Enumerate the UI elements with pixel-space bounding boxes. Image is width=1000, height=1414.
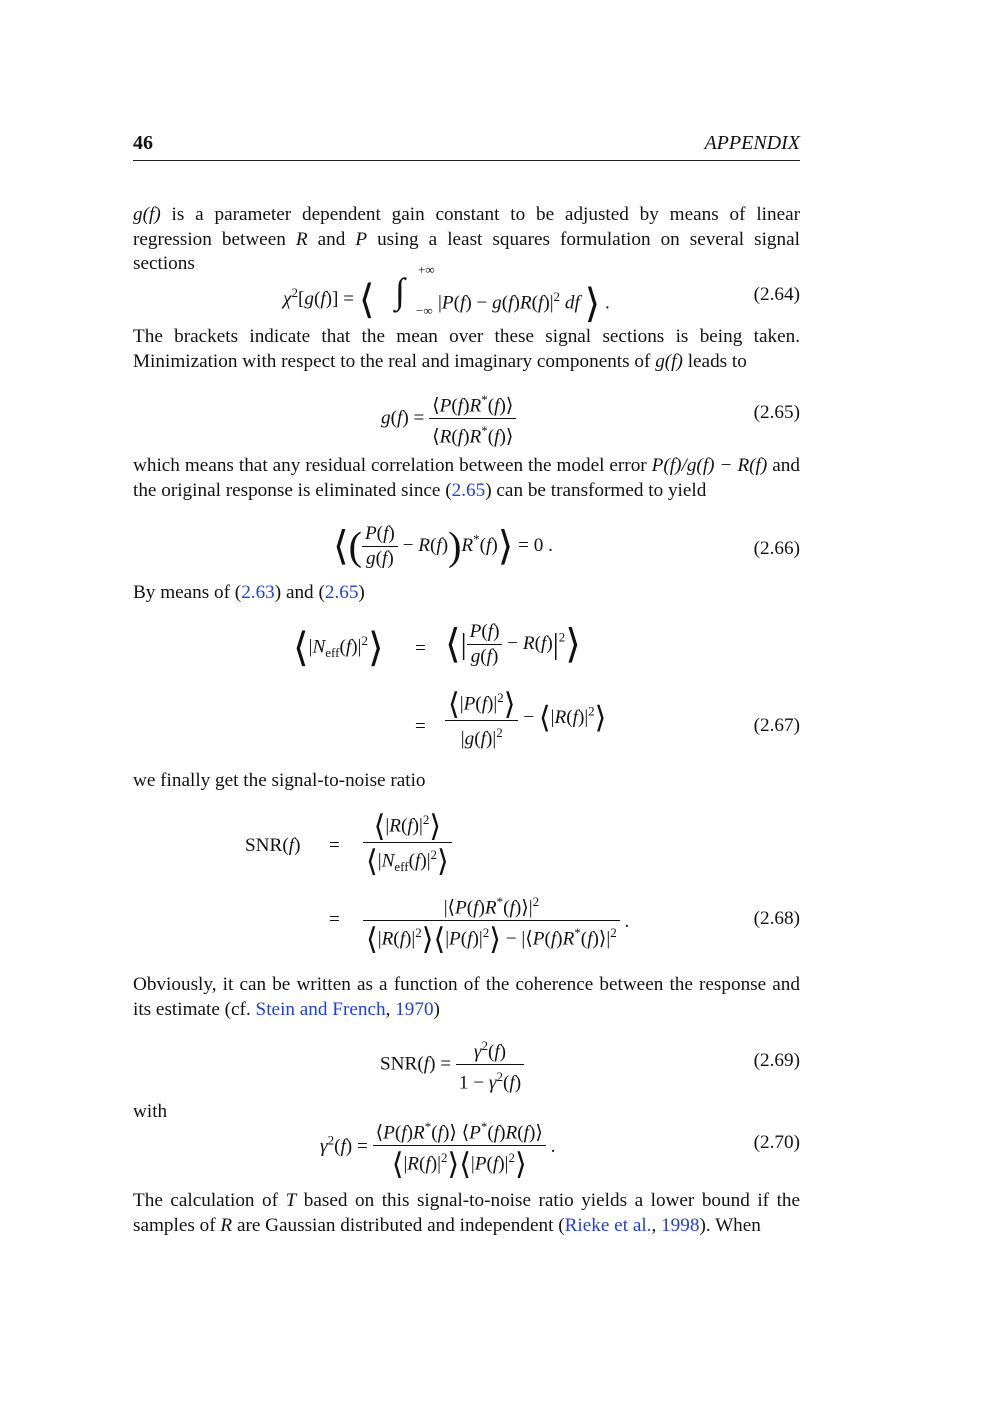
equation-number: (2.64): [753, 284, 800, 305]
paragraph-coherence: Obviously, it can be written as a function of the coherence between the response and its estimate (cf. Stein and French, 1970): [133, 974, 800, 1020]
equation-number: (2.65): [753, 402, 800, 423]
equation-2-66: ⟨( $\frac{P(f)}{g(f)}$ − R(f))R*(f)⟩ = 0 . (2.66): [333, 523, 800, 569]
paragraph-residual: which means that any residual correlation between the model error P(f)/g(f) − R(f) and the original response is eliminated since (2.65) can be transformed to yield: [133, 455, 800, 501]
running-title: APPENDIX: [704, 132, 800, 154]
equation-2-64: $\chi^2[g(f)]$ = ⟨ +∞ ∫ −∞ $|P(f) - g(f)R(f)|^2$ df ⟩ . (2.64): [283, 262, 800, 326]
equation-2-67: $⟨|N_{eff}(f)|^2⟩$ = ⟨| $\frac{P(f)}{g(f)}$ − $R(f)|^2⟩$ = $\frac{⟨|P(f)|^2⟩}{|g(f)|^2}$ − $⟨|R(f)|^2⟩$ (2.67): [293, 621, 800, 750]
eq-ref-link[interactable]: 2.63: [241, 582, 275, 603]
page-header: [133, 132, 800, 161]
paragraph-gain: g(f) is a parameter dependent gain constant to be adjusted by means of linear regression between R and P using a least squares formulation on several signal sections: [133, 204, 800, 275]
equation-number: (2.67): [753, 715, 800, 736]
paragraph-snr-intro: we finally get the signal-to-noise ratio: [133, 770, 426, 791]
equation-2-68: SNR(f) = $\frac{⟨|R(f)|^2⟩}{⟨|N_{eff}(f)|^2⟩}$ = $\frac{|⟨P(f)R^*(f)⟩|^2}{⟨|R(f)|^2⟩⟨|P(f)|^2⟩ - |⟨P(f)R^*(f)⟩|^2}$ . (2.68): [245, 809, 800, 957]
paragraph-with: with: [133, 1101, 168, 1122]
paragraph-by-means: By means of (2.63) and (2.65): [133, 582, 365, 603]
eq-ref-link[interactable]: 2.65: [451, 479, 486, 501]
equation-number: (2.70): [753, 1132, 800, 1153]
page-number: 46: [133, 132, 153, 154]
equation-number: (2.69): [753, 1050, 800, 1071]
equation-2-69: SNR(f) = $\frac{\gamma^2(f)}{1 - \gamma^2(f)}$ (2.69): [133, 1034, 800, 1088]
equation-number: (2.68): [753, 908, 800, 929]
paragraph-calculation: The calculation of T based on this signal-to-noise ratio yields a lower bound if the samples of R are Gaussian distributed and independent (Rieke et al., 1998). When: [133, 1190, 801, 1236]
equation-2-70: $\gamma^2(f)$ = $\frac{⟨P(f)R^*(f)⟩ ⟨P^*(f)R(f)⟩}{⟨|R(f)|^2⟩⟨|P(f)|^2⟩}$ . (2.70): [133, 1115, 800, 1181]
citation-link[interactable]: Rieke et al.: [564, 1214, 652, 1236]
citation-year-link[interactable]: 1970: [395, 998, 434, 1020]
equation-2-65: g(f) = $\frac{⟨P(f)R^*(f)⟩}{⟨R(f)R^*(f)⟩}$ (2.65): [133, 388, 800, 440]
citation-year-link[interactable]: 1998: [661, 1214, 700, 1236]
eq-ref-link[interactable]: 2.65: [324, 582, 359, 603]
equation-number: (2.66): [753, 538, 800, 559]
paragraph-brackets: The brackets indicate that the mean over these signal sections is being taken. Minimization with respect to the real and imaginary components of g(f) leads to: [133, 326, 800, 372]
citation-link[interactable]: Stein and French: [255, 998, 386, 1020]
